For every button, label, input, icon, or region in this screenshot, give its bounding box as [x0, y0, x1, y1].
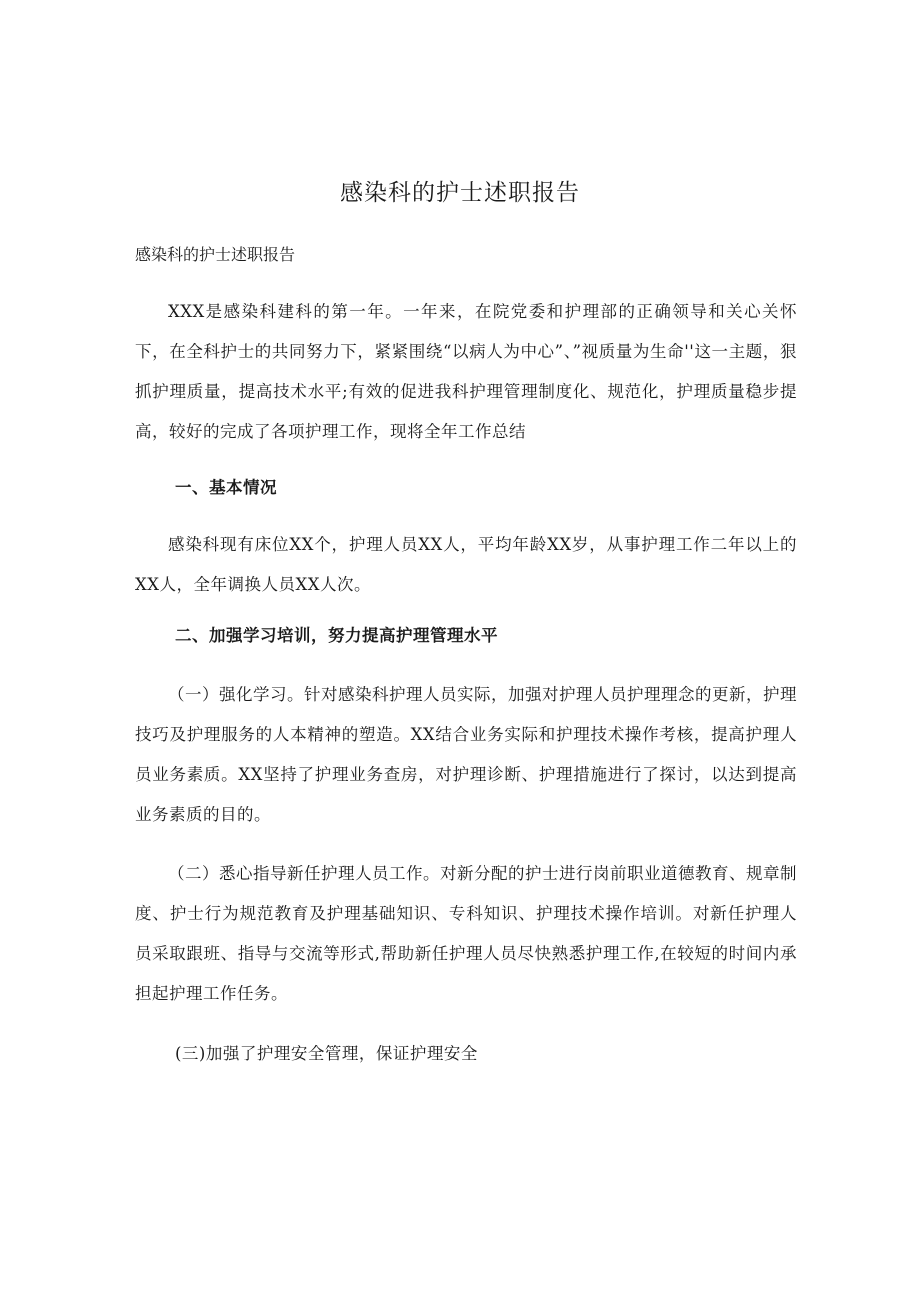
section-heading-training: 二、加强学习培训，努力提高护理管理水平 [175, 626, 498, 645]
subsection-study-paragraph: （一）强化学习。针对感染科护理人员实际，加强对护理人员护理理念的更新，护理技巧及护理服务的人本精神的塑造。XX结合业务实际和护理技术操作考核，提高护理人员业务素质。XX坚持了护理业务查房，对护理诊断、护理措施进行了探讨，以达到提高业务素质的目的。 [135, 685, 797, 824]
subsection-guidance-paragraph: （二）悉心指导新任护理人员工作。对新分配的护士进行岗前职业道德教育、规章制度、护士行为规范教育及护理基础知识、专科知识、护理技术操作培训。对新任护理人员采取跟班、指导与交流等形式,帮助新任护理人员尽快熟悉护理工作,在较短的时间内承担起护理工作任务。 [135, 864, 797, 1003]
subsection-safety-paragraph: (三)加强了护理安全管理，保证护理安全 [175, 1044, 478, 1063]
basic-info-paragraph: 感染科现有床位XX个，护理人员XX人，平均年龄XX岁，从事护理工作二年以上的XX人，全年调换人员XX人次。 [135, 535, 797, 594]
intro-paragraph: XXX是感染科建科的第一年。一年来，在院党委和护理部的正确领导和关心关怀下，在全科护士的共同努力下，紧紧围绕“以病人为中心”、”视质量为生命''这一主题，狠抓护理质量，提高技术水平;有效的促进我科护理管理制度化、规范化，护理质量稳步提高，较好的完成了各项护理工作，现将全年工作总结 [135, 302, 797, 441]
section-heading-basic: 一、基本情况 [175, 478, 277, 497]
document-subtitle: 感染科的护士述职报告 [135, 245, 296, 264]
document-title: 感染科的护士述职报告 [340, 180, 580, 206]
